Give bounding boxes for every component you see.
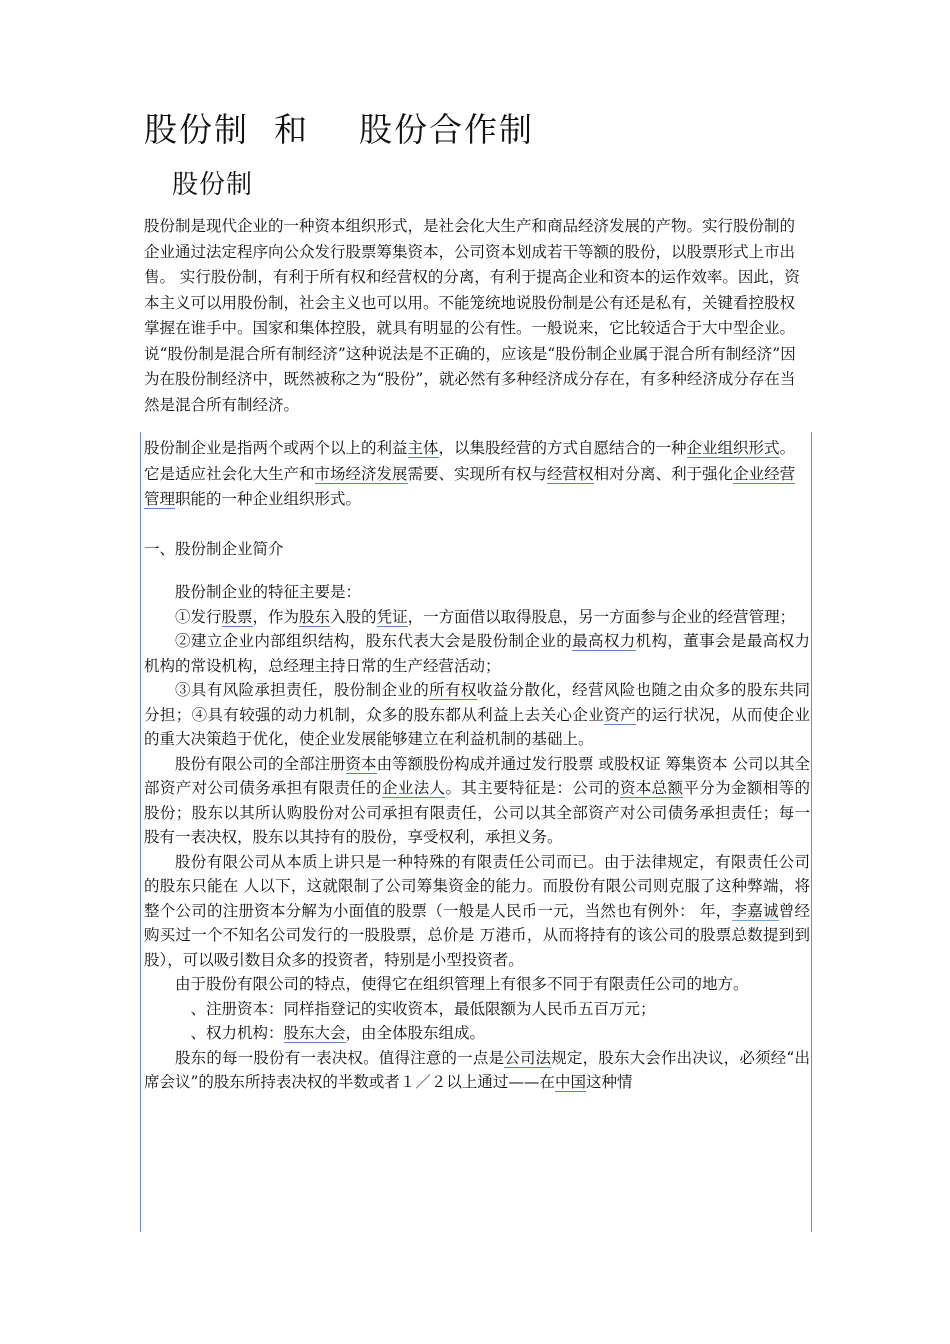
ltd-company-paragraph: 股份有限公司的全部注册资本由等额股份构成并通过发行股票 或股权证 筹集资本 公司以其全部资产对公司债务承担有限责任的企业法人。其主要特征是：公司的资本总额平分为金额相等的股份；股东以其所认购股份对公司承担有限责任，公司以其全部资产对公司债务承担责任；每一股有一表决权，股东以其持有的股份，享受权利，承担义务。 [144, 754, 810, 846]
link-capital[interactable]: 资本 [345, 754, 377, 773]
link-legal-person[interactable]: 企业法人 [381, 779, 446, 797]
link-shareholders-meeting[interactable]: 股东大会 [283, 1024, 346, 1042]
link-total-capital[interactable]: 资本总额 [619, 779, 684, 797]
section-heading: 一、股份制企业简介 [144, 540, 284, 558]
person-name-li-ka-shing: 李嘉诚 [731, 901, 779, 920]
link-highest-power[interactable]: 最高权力 [572, 632, 636, 650]
link-certificate[interactable]: 凭证 [376, 607, 408, 626]
link-enterprise-management[interactable]: 企业经营管理 [144, 464, 796, 508]
feature-3: ③具有风险承担责任，股份制企业的所有权收益分散化，经营风险也随之由众多的股东共同分担；④具有较强的动力机制，众多的股东都从利益上去关心企业资产的运行状况，从而使企业的重大决策趋于优化，使企业发展能够建立在利益机制的基础上。 [144, 681, 810, 748]
link-ownership[interactable]: 所有权 [429, 681, 477, 699]
intro-paragraph: 股份制是现代企业的一种资本组织形式，是社会化大生产和商品经济发展的产物。实行股份制的企业通过法定程序向公众发行股票筹集资本，公司资本划成若干等额的股份，以股票形式上市出售。 实行股份制，有利于所有权和经营权的分离，有利于提高企业和资本的运作效率。因此，资本主义可以用股份制，社会主义也可以用。不能笼统地说股份制是公有还是私有，关键看控股权掌握在谁手中。国家和集体控股，就具有明显的公有性。一般说来，它比较适合于大中型企业。 说“股份制是混合所有制经济”这种说法是不正确的，应该是“股份制企业属于混合所有制经济”因为在股份制经济中，既然被称之为“股份”，就必然有多种经济成分存在，有多种经济成分存在当然是混合所有制经济。 [144, 217, 800, 414]
link-enterprise-org-form[interactable]: 企业组织形式 [686, 439, 780, 457]
link-zhuti[interactable]: 主体 [407, 439, 439, 457]
voting-paragraph: 股东的每一股份有一表决权。值得注意的一点是公司法规定，股东大会作出决议，必须经“出席会议”的股东所持表决权的半数或者１／２以上通过——在中国这种情 [144, 1048, 810, 1091]
registered-capital-item: 、注册资本：同样指登记的实收资本，最低限额为人民币五百万元； [190, 999, 656, 1018]
definition-paragraph: 股份制企业是指两个或两个以上的利益主体，以集股经营的方式自愿结合的一种企业组织形式。它是适应社会化大生产和市场经济发展需要、实现所有权与经营权相对分离、利于强化企业经营管理职能的一种企业组织形式。 [144, 439, 796, 508]
nature-paragraph: 股份有限公司从本质上讲只是一种特殊的有限责任公司而已。由于法律规定，有限责任公司的股东只能在 人以下，这就限制了公司筹集资金的能力。而股份有限公司则克服了这种弊端，将整个公司的注册资本分解为小面值的股票（一般是人民币一元，当然也有例外： 年，李嘉诚曾经购买过一个不知名公司发行的一股股票，总价是 万港币，从而将持有的该公司的股票总数提到到 股），可以吸引数目众多的投资者，特别是小型投资者。 [144, 852, 810, 969]
link-china[interactable]: 中国 [554, 1073, 586, 1091]
section-body [144, 580, 810, 1095]
feature-1: ①发行股票，作为股东入股的凭证，一方面借以取得股息，另一方面参与企业的经营管理； [175, 607, 796, 626]
features-intro: 股份制企业的特征主要是： [175, 583, 362, 601]
link-company-law[interactable]: 公司法 [504, 1048, 552, 1067]
section-title: 股份制 [172, 170, 254, 200]
link-shareholder[interactable]: 股东 [299, 607, 331, 626]
feature-2: ②建立企业内部组织结构，股东代表大会是股份制企业的最高权力机构，董事会是最高权力机构的常设机构，总经理主持日常的生产经营活动； [144, 632, 810, 675]
difference-paragraph: 由于股份有限公司的特点，使得它在组织管理上有很多不同于有限责任公司的地方。 [175, 975, 749, 993]
link-assets[interactable]: 资产 [604, 705, 636, 724]
link-management-right[interactable]: 经营权 [547, 464, 594, 483]
link-stock[interactable]: 股票 [221, 607, 253, 626]
power-organ-item: 、权力机构：股东大会，由全体股东组成。 [190, 1024, 486, 1042]
link-market-economy[interactable]: 市场经济发展 [314, 464, 408, 483]
page-title: 股份制 和 股份合作制 [144, 110, 534, 149]
